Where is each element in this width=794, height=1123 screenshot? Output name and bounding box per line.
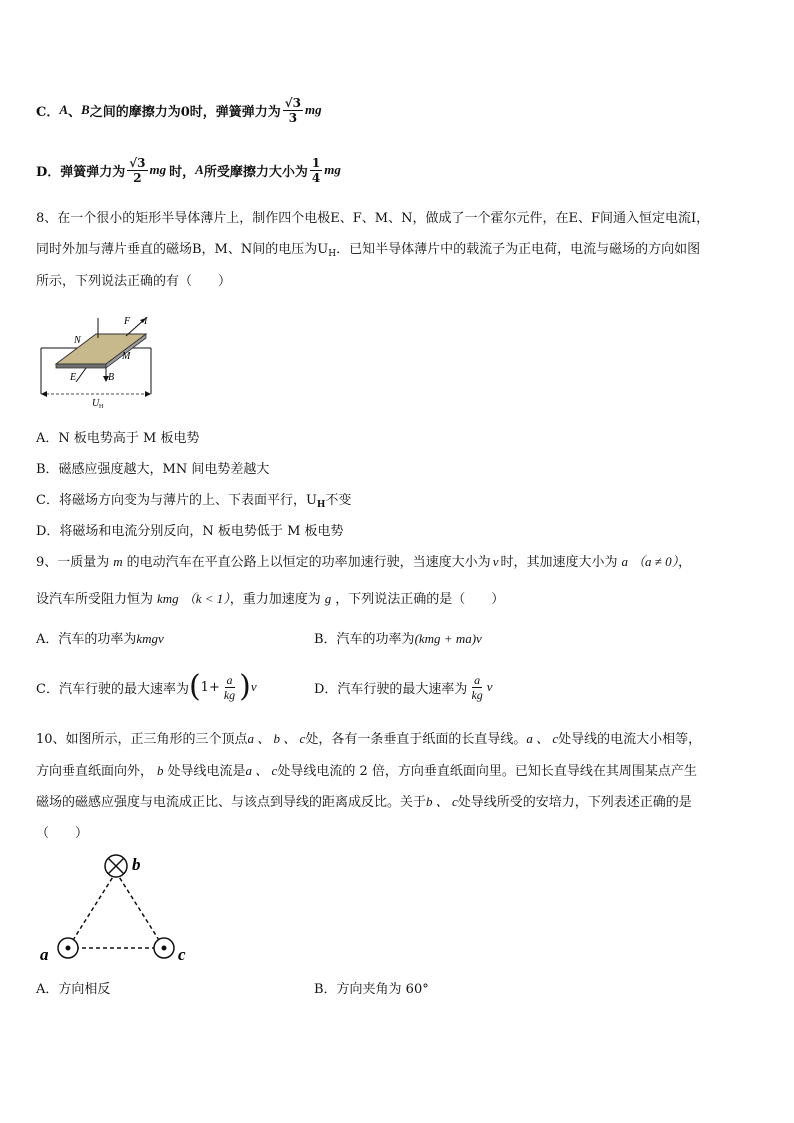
fig8-label-n: N — [74, 335, 81, 346]
q7d-num2: 1 — [311, 155, 321, 170]
q7d-den2: 4 — [311, 170, 321, 185]
q9-option-b-text: B．汽车的功率为 — [314, 632, 415, 647]
q9-var-g: g — [324, 591, 332, 606]
q7-option-d — [36, 150, 341, 190]
q10-l1-vars2: a 、 c — [526, 731, 559, 746]
q8-stem-line-1: 8、在一个很小的矩形半导体薄片上，制作四个电极E、F、M、N，做成了一个霍尔元件，在E、F间通入恒定电流I， — [36, 211, 710, 226]
q8-stem-line-2 — [36, 238, 700, 259]
q10-l3-a: 磁场的磁感应强度与电流成正比、与该点到导线的距离成反比。关于 — [36, 795, 427, 810]
fig8-label-i: I — [144, 316, 148, 327]
q10-l2-b: 处导线电流是 — [167, 764, 246, 779]
q7d-num: √3 — [129, 155, 146, 170]
fig10-wire-b-into-page-icon — [105, 855, 127, 877]
fig8-label-e: E — [70, 372, 77, 383]
fig8-label-m: M — [122, 351, 131, 362]
q8-option-d: D．将磁场和电流分别反向，N 板电势低于 M 板电势 — [36, 524, 344, 539]
q10-l1-vars: a 、 b 、 c — [247, 731, 306, 746]
q9d-den: kg — [471, 687, 483, 702]
q10-l2-vars: a 、 c — [245, 763, 278, 778]
q8-stem-line-2a: 同时外加与薄片垂直的磁场B，M、N间的电压为U — [36, 242, 329, 257]
q9-var-a: a — [621, 554, 628, 569]
q8-option-c-a: C．将磁场方向变为与薄片的上、下表面平行，U — [36, 493, 317, 508]
fig8-plate-front — [56, 364, 106, 368]
q9-l1-c: 时，其加速度大小为 — [500, 555, 618, 570]
fig8-uh-arrow-left — [41, 391, 47, 397]
q10-l2-a: 方向垂直纸面向外， — [36, 764, 154, 779]
q7d-mid: mg — [149, 162, 167, 177]
fig8-plate-top — [56, 334, 146, 364]
q8-stem-line-3: 所示，下列说法正确的有（ ） — [36, 274, 232, 289]
q8-option-c-sub: H — [316, 500, 326, 510]
q9-option-d-text: D．汽车行驶的最大速率为 — [314, 681, 468, 697]
q9-option-d — [314, 664, 493, 710]
q7-option-c — [36, 90, 322, 130]
q7c-prefix: C． — [36, 104, 60, 120]
q9-l1-b: 的电动汽车在平直公路上以恒定的功率加速行驶，当速度大小为 — [126, 555, 491, 570]
q10-l1-a: 10、如图所示，正三角形的三个顶点 — [36, 732, 248, 747]
q7c-num: √3 — [284, 95, 302, 110]
q10-l1-b: 处，各有一条垂直于纸面的长直导线。 — [305, 732, 527, 747]
q9-option-a — [36, 628, 164, 647]
q7c-tail: mg — [305, 102, 322, 117]
q8-stem-line-2b: ．已知半导体薄片中的载流子为正电荷，电流与磁场的方向如图 — [336, 242, 701, 257]
q7c-sep: 、 — [68, 104, 82, 120]
q9-l2-a: 设汽车所受阻力恒为 — [36, 592, 154, 607]
q7c-var-a: A — [59, 102, 69, 117]
q10-stem-line-1 — [36, 728, 701, 747]
q9-stem-line-1 — [36, 551, 691, 570]
fig8-label-f: F — [124, 316, 131, 327]
q10-option-a: A．方向相反 — [36, 982, 111, 997]
q7d-text2: 所受摩擦力大小为 — [203, 164, 308, 180]
q9-option-c — [36, 664, 257, 710]
q10-l3-b: 处导线所受的安培力，下列表述正确的是 — [457, 795, 692, 810]
q9-option-c-one: 1+ — [200, 679, 220, 695]
q9-l2-cond: （k < 1） — [182, 591, 230, 606]
fig8-e-lead — [76, 368, 86, 382]
fig8-label-u: U — [92, 398, 100, 408]
fig10-label-b: b — [132, 855, 141, 874]
q9-option-c-text: C．汽车行驶的最大速率为 — [36, 681, 189, 697]
q9-option-b-expr: (kmg + ma)v — [414, 631, 482, 646]
q8-option-c — [36, 489, 351, 510]
q9c-num: a — [226, 672, 233, 687]
q7c-fraction — [283, 96, 303, 125]
q9-var-m: m — [113, 554, 123, 569]
fig10-edge-bc — [116, 872, 164, 948]
q10-option-b: B．方向夹角为 60° — [314, 982, 429, 997]
q7c-var-b: B — [81, 102, 90, 117]
q9-option-d-v: v — [486, 679, 493, 694]
q9c-right-paren: ) — [239, 669, 251, 704]
q10-stem-line-2 — [36, 760, 697, 779]
q10-l1-c: 处导线的电流大小相等， — [558, 732, 702, 747]
q9c-den: kg — [223, 687, 236, 702]
q7c-text: 之间的摩擦力为0时，弹簧弹力为 — [89, 104, 281, 120]
q9d-num: a — [474, 672, 481, 687]
q9c-fraction — [222, 673, 237, 702]
fig8-uh-arrow-right — [145, 391, 151, 397]
q8-option-b: B．磁感应强度越大，MN 间电势差越大 — [36, 462, 270, 477]
q10-stem-line-3 — [36, 791, 692, 810]
fig10-edge-ab — [68, 872, 116, 948]
fig10-wire-c-out-of-page-icon — [154, 938, 174, 958]
q8-stem-line-2-sub: H — [328, 249, 337, 259]
q9c-left-paren: ( — [188, 669, 201, 704]
q9d-fraction — [469, 673, 484, 702]
fig8-label-b: B — [108, 372, 115, 383]
q9-stem-line-2 — [36, 588, 504, 607]
q9-option-a-expr: kmgv — [136, 631, 164, 646]
q7d-var-a: A — [195, 162, 204, 177]
wire-triangle-figure — [36, 848, 196, 968]
q8-option-a: A．N 板电势高于 M 板电势 — [36, 431, 200, 446]
q9-option-b — [314, 628, 482, 647]
q9-l2-c: ，下列说法正确的是（ ） — [335, 592, 505, 607]
hall-element-figure — [36, 308, 166, 408]
q9-option-c-v: v — [250, 679, 257, 694]
q9-option-a-text: A．汽车的功率为 — [36, 632, 137, 647]
q9-var-kmg: kmg — [157, 591, 179, 606]
q9-l1-a: 9、一质量为 — [36, 555, 110, 570]
q9-l1-end: ， — [678, 555, 692, 570]
q7d-den: 2 — [133, 170, 142, 185]
q7d-mid2: 时， — [169, 164, 196, 180]
q10-l3-vars: b 、 c — [426, 794, 458, 809]
fig10-label-a: a — [40, 945, 49, 964]
fig10-label-c: c — [178, 945, 186, 964]
q9-l2-b: ，重力加速度为 — [229, 592, 321, 607]
fig10-wire-a-out-of-page-icon — [58, 938, 78, 958]
q9-var-v: v — [492, 554, 499, 569]
q7c-den: 3 — [288, 110, 298, 125]
q7d-tail: mg — [324, 162, 341, 177]
q7d-fraction-1 — [127, 156, 147, 185]
q8-option-c-b: 不变 — [325, 493, 352, 508]
q7d-prefix: D．弹簧弹力为 — [36, 164, 126, 180]
q10-l2-b-var: b — [157, 763, 164, 778]
q10-l2-c: 处导线电流的 2 倍，方向垂直纸面向里。已知长直导线在其周围某点产生 — [277, 764, 697, 779]
q9-l1-cond: （a ≠ 0） — [631, 554, 679, 569]
fig8-label-u-sub: H — [99, 404, 104, 408]
q7d-fraction-2 — [310, 156, 322, 185]
q10-stem-line-4: （ ） — [36, 826, 89, 841]
